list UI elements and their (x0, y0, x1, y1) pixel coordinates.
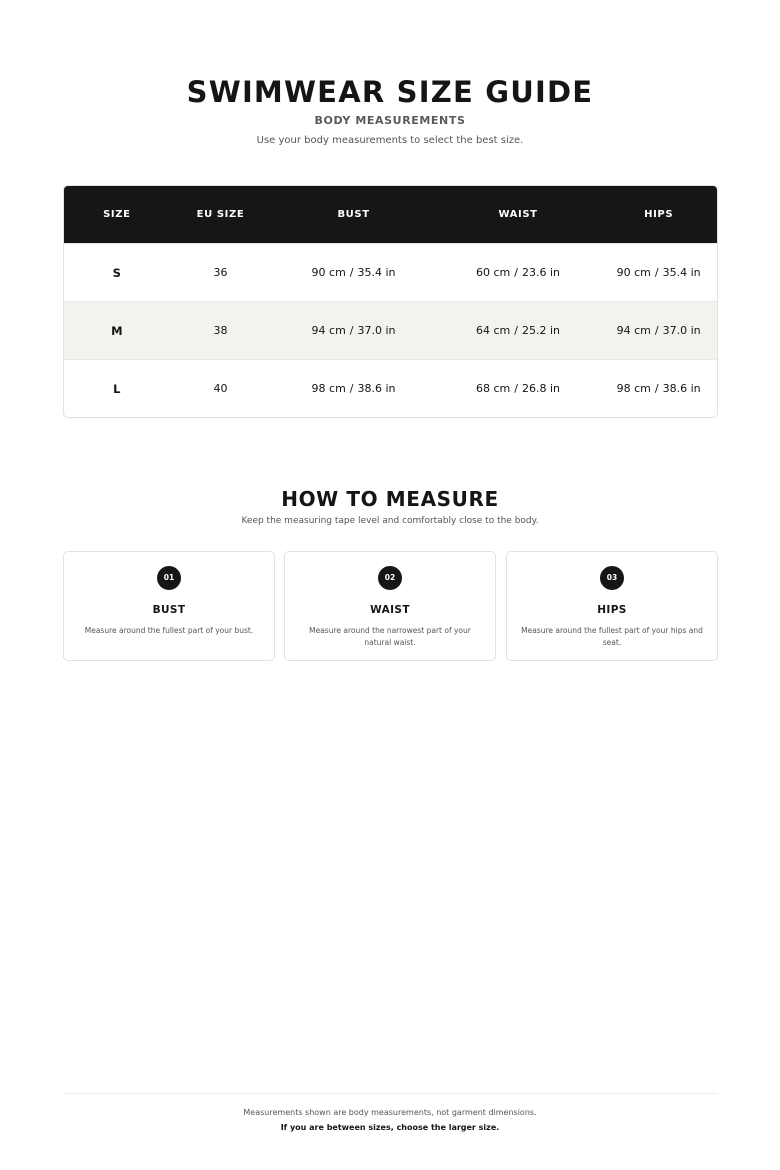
footer-tip: If you are between sizes, choose the larger size. (280, 1123, 500, 1132)
waist-in: 25.2 in (522, 324, 561, 337)
waist-cell (436, 243, 600, 301)
separator: / (349, 266, 354, 279)
step-number-badge: 02 (378, 566, 402, 590)
bust-cell (271, 301, 435, 359)
separator: / (654, 324, 659, 337)
measure-card-hips (506, 551, 718, 661)
measure-card-waist (284, 551, 496, 661)
eu-size-cell: 38 (170, 301, 272, 359)
waist-cell (436, 301, 600, 359)
card-title: HIPS (597, 604, 627, 616)
bust-cm: 90 cm (311, 266, 346, 279)
column-header-waist: WAIST (436, 186, 600, 243)
bust-cm: 94 cm (311, 324, 346, 337)
size-cell: S (64, 243, 170, 301)
column-header-size: SIZE (64, 186, 170, 243)
hips-cell (600, 301, 717, 359)
bust-in: 38.6 in (357, 382, 396, 395)
page-title: SWIMWEAR SIZE GUIDE (186, 75, 594, 109)
hips-in: 38.6 in (662, 382, 701, 395)
hips-cm: 98 cm (616, 382, 651, 395)
eu-size-cell: 40 (170, 359, 272, 417)
footer-note: Measurements shown are body measurements, not garment dimensions. (243, 1108, 537, 1117)
bust-cell (271, 359, 435, 417)
size-cell: L (64, 359, 170, 417)
table-row (64, 243, 717, 301)
column-header-hips: HIPS (600, 186, 717, 243)
column-header-eu-size: EU SIZE (170, 186, 272, 243)
hips-cm: 90 cm (616, 266, 651, 279)
separator: / (514, 266, 518, 279)
waist-cm: 64 cm (476, 324, 511, 337)
size-table (63, 185, 718, 418)
waist-in: 23.6 in (522, 266, 561, 279)
column-header-bust: BUST (271, 186, 435, 243)
how-to-measure-subtitle: Keep the measuring tape level and comfortably close to the body. (241, 516, 539, 526)
table-row (64, 301, 717, 359)
waist-cell (436, 359, 600, 417)
separator: / (349, 324, 354, 337)
footer-divider (63, 1093, 718, 1094)
separator: / (349, 382, 354, 395)
hips-in: 37.0 in (662, 324, 701, 337)
bust-cm: 98 cm (311, 382, 346, 395)
hips-in: 35.4 in (662, 266, 701, 279)
waist-in: 26.8 in (522, 382, 561, 395)
card-title: WAIST (370, 604, 410, 616)
intro-text: Use your body measurements to select the best size. (256, 135, 524, 146)
separator: / (514, 324, 518, 337)
page-subtitle: BODY MEASUREMENTS (314, 114, 466, 127)
bust-cell (271, 243, 435, 301)
hips-cm: 94 cm (616, 324, 651, 337)
card-title: BUST (152, 604, 186, 616)
bust-in: 35.4 in (357, 266, 396, 279)
how-to-measure-title: HOW TO MEASURE (281, 487, 499, 511)
step-number-badge: 03 (600, 566, 624, 590)
measure-cards (63, 551, 718, 661)
separator: / (654, 266, 659, 279)
waist-cm: 68 cm (476, 382, 511, 395)
bust-in: 37.0 in (357, 324, 396, 337)
measure-card-bust (63, 551, 275, 661)
card-text: Measure around the narrowest part of your natural waist. (309, 626, 471, 647)
separator: / (654, 382, 659, 395)
table-header-row (64, 186, 717, 243)
hips-cell (600, 359, 717, 417)
step-number-badge: 01 (157, 566, 181, 590)
waist-cm: 60 cm (476, 266, 511, 279)
card-text: Measure around the fullest part of your hips and seat. (521, 626, 703, 647)
eu-size-cell: 36 (170, 243, 272, 301)
hips-cell (600, 243, 717, 301)
table-row (64, 359, 717, 417)
size-cell: M (64, 301, 170, 359)
separator: / (514, 382, 518, 395)
card-text: Measure around the fullest part of your bust. (84, 626, 254, 635)
